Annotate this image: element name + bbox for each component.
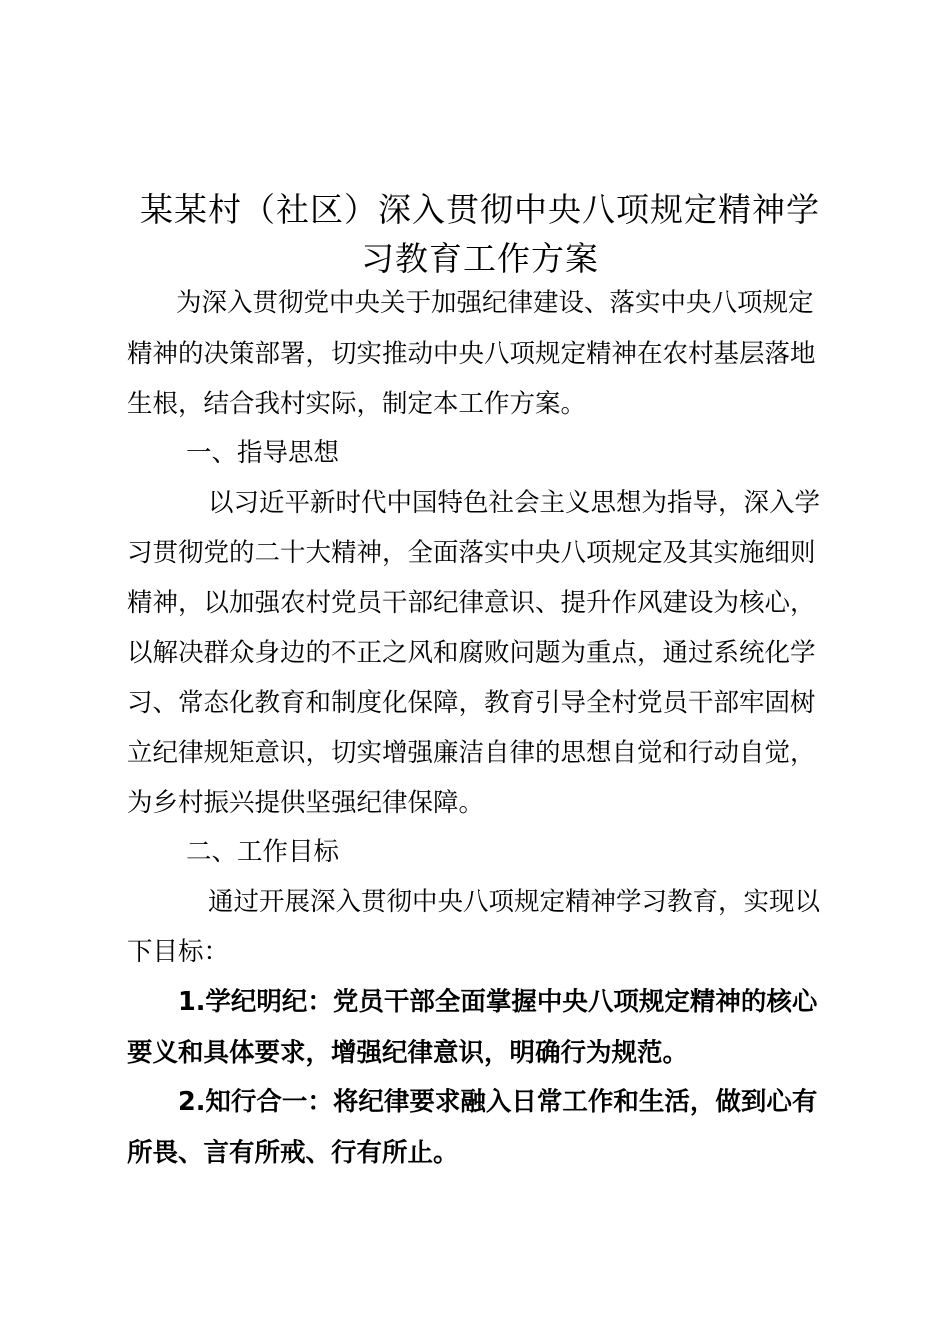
guiding-thought-line-5: 习、常态化教育和制度化保障，教育引导全村党员干部牢固树 bbox=[127, 688, 816, 718]
intro-line-2: 精神的决策部署，切实推动中央八项规定精神在农村基层落地 bbox=[127, 339, 816, 369]
document-title-line-2: 习教育工作方案 bbox=[361, 239, 599, 278]
guiding-thought-line-6: 立纪律规矩意识，切实增强廉洁自律的思想自觉和行动自觉， bbox=[127, 738, 816, 768]
guiding-thought-line-3: 精神，以加强农村党员干部纪律意识、提升作风建设为核心， bbox=[127, 588, 816, 618]
intro-line-1: 为深入贯彻党中央关于加强纪律建设、落实中央八项规定 bbox=[176, 288, 814, 318]
work-goals-line-1: 通过开展深入贯彻中央八项规定精神学习教育，实现以 bbox=[208, 887, 821, 917]
goal-1-line-1: 1.学纪明纪：党员干部全面掌握中央八项规定精神的核心 bbox=[178, 987, 818, 1017]
guiding-thought-line-4: 以解决群众身边的不正之风和腐败问题为重点，通过系统化学 bbox=[127, 638, 816, 668]
goal-2-line-1: 2.知行合一：将纪律要求融入日常工作和生活，做到心有 bbox=[178, 1087, 818, 1117]
section-heading-work-goals: 二、工作目标 bbox=[186, 837, 340, 867]
guiding-thought-line-1: 以习近平新时代中国特色社会主义思想为指导，深入学 bbox=[208, 488, 821, 518]
goal-1-line-2: 要义和具体要求，增强纪律意识，明确行为规范。 bbox=[127, 1038, 689, 1068]
document-title-line-1: 某某村（社区）深入贯彻中央八项规定精神学 bbox=[140, 190, 820, 229]
guiding-thought-line-2: 习贯彻党的二十大精神，全面落实中央八项规定及其实施细则 bbox=[127, 538, 816, 568]
goal-2-line-2: 所畏、言有所戒、行有所止。 bbox=[127, 1138, 459, 1168]
guiding-thought-line-7: 为乡村振兴提供坚强纪律保障。 bbox=[127, 788, 485, 818]
intro-line-3: 生根，结合我村实际，制定本工作方案。 bbox=[127, 389, 587, 419]
work-goals-line-2: 下目标： bbox=[127, 937, 230, 967]
section-heading-guiding-thought: 一、指导思想 bbox=[186, 438, 340, 468]
